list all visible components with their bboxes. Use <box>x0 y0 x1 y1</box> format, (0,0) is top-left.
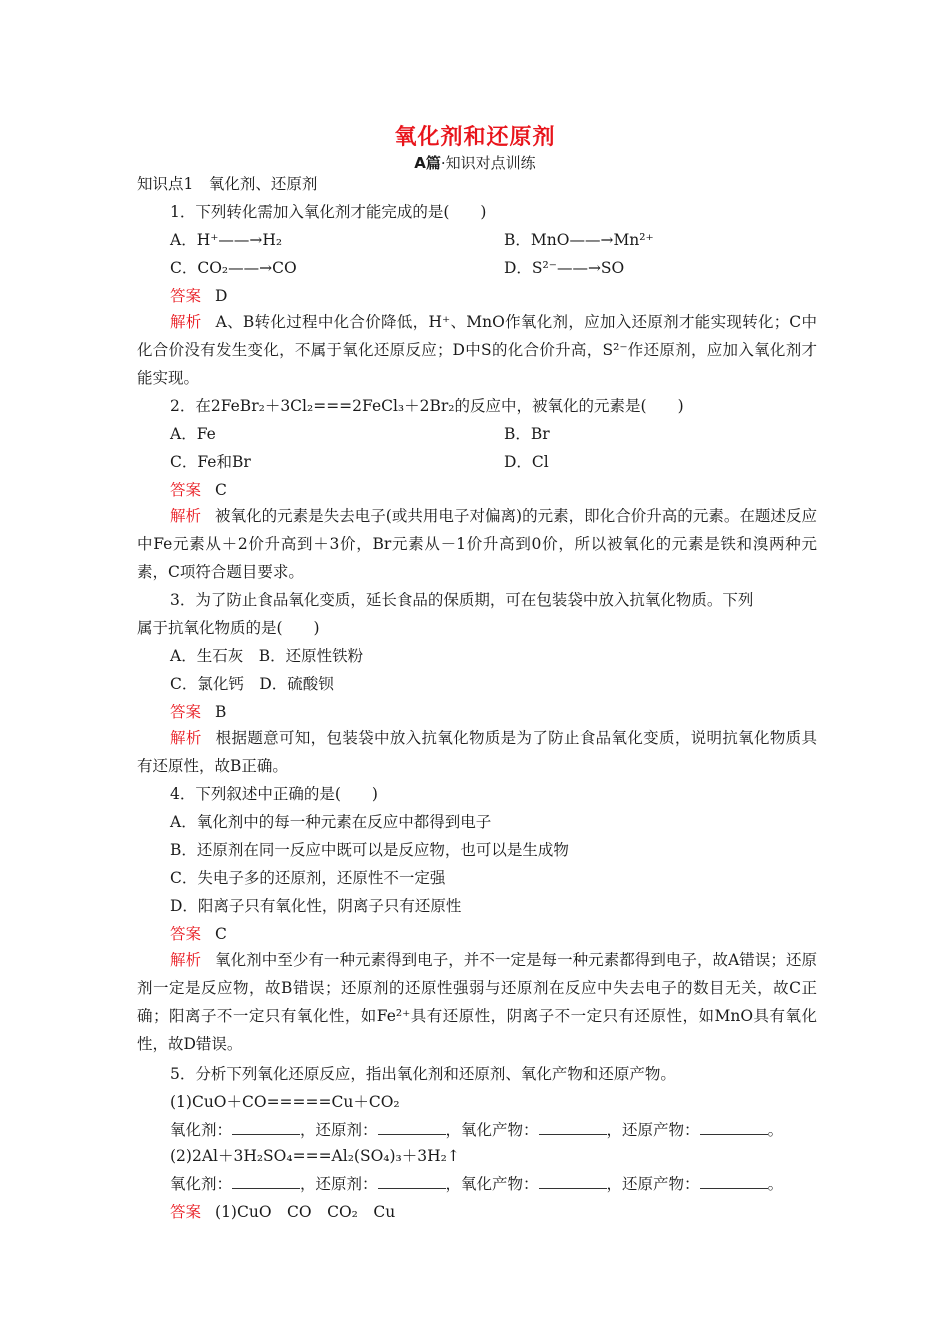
answer-blank[interactable] <box>232 1174 300 1189</box>
q3-options-cd: C．氯化钙 D．硫酸钡 <box>170 675 334 693</box>
q1-stem: 1．下列转化需加入氧化剂才能完成的是( ) <box>170 203 487 221</box>
q1-option-a: A．H⁺——→H₂ <box>170 231 283 249</box>
fill-end: 。 <box>767 1175 784 1193</box>
answer-blank[interactable] <box>378 1120 446 1135</box>
analysis-label: 解析 <box>170 507 202 525</box>
q2-stem: 2．在2FeBr₂＋3Cl₂===2FeCl₃＋2Br₂的反应中，被氧化的元素是( ) <box>170 397 684 415</box>
answer-label: 答案 <box>170 481 202 499</box>
answer-blank[interactable] <box>700 1174 768 1189</box>
answer-label: 答案 <box>170 925 202 943</box>
q1-analysis <box>137 308 817 392</box>
answer-label: 答案 <box>170 287 202 305</box>
answer-label: 答案 <box>170 703 202 721</box>
fill-label-red-product: ，还原产物： <box>606 1121 700 1139</box>
q2-answer-value: C <box>215 481 227 499</box>
q2-analysis <box>137 502 817 586</box>
fill-label-reductant: ，还原剂： <box>300 1175 378 1193</box>
q5-fill-line-1 <box>170 1120 850 1140</box>
q1-option-d: D．S²⁻——→SO <box>504 259 625 277</box>
q5-fill-line-2 <box>170 1174 850 1194</box>
section-heading: 知识点1 氧化剂、还原剂 <box>137 175 318 193</box>
q3-answer-value: B <box>215 703 227 721</box>
q5-reaction-2: (2)2Al＋3H₂SO₄===Al₂(SO₄)₃＋3H₂↑ <box>170 1147 460 1165</box>
q2-answer <box>170 480 850 500</box>
q1-answer-value: D <box>215 287 228 305</box>
answer-blank[interactable] <box>539 1174 607 1189</box>
q5-answer <box>170 1202 850 1222</box>
q4-analysis <box>137 946 817 1058</box>
fill-end: 。 <box>767 1121 784 1139</box>
fill-label-ox-product: ，氧化产物： <box>445 1175 539 1193</box>
q3-analysis-text: 根据题意可知，包装袋中放入抗氧化物质是为了防止食品氧化变质，说明抗氧化物质具有还原性，故B正确。 <box>137 729 817 775</box>
q3-analysis <box>137 724 817 780</box>
q4-option-d: D．阳离子只有氧化性，阴离子只有还原性 <box>170 897 462 915</box>
analysis-label: 解析 <box>170 729 202 747</box>
q1-answer <box>170 286 850 306</box>
q2-analysis-text: 被氧化的元素是失去电子(或共用电子对偏离)的元素，即化合价升高的元素。在题述反应中Fe元素从＋2价升高到＋3价，Br元素从－1价升高到0价，所以被氧化的元素是铁和溴两种元素，C项符合题目要求。 <box>137 507 817 581</box>
q2-option-c: C．Fe和Br <box>170 453 251 471</box>
q5-reaction-1: (1)CuO＋CO=====Cu＋CO₂ <box>170 1093 400 1111</box>
q4-option-b: B．还原剂在同一反应中既可以是反应物，也可以是生成物 <box>170 841 569 859</box>
analysis-label: 解析 <box>170 313 202 331</box>
q2-option-a: A．Fe <box>170 425 216 443</box>
page-subtitle <box>0 152 950 173</box>
q1-analysis-text: A、B转化过程中化合价降低，H⁺、MnO作氧化剂，应加入还原剂才能实现转化；C中化合价没有发生变化，不属于氧化还原反应；D中S的化合价升高，S²⁻作还原剂，应加入氧化剂才能实现。 <box>137 313 817 387</box>
fill-label-oxidant: 氧化剂： <box>170 1121 233 1139</box>
answer-blank[interactable] <box>378 1174 446 1189</box>
fill-label-ox-product: ，氧化产物： <box>445 1121 539 1139</box>
q2-option-d: D．Cl <box>504 453 549 471</box>
q4-answer <box>170 924 850 944</box>
q2-option-b: B．Br <box>504 425 550 443</box>
q4-answer-value: C <box>215 925 227 943</box>
analysis-label: 解析 <box>170 951 202 969</box>
q3-options-ab: A．生石灰 B．还原性铁粉 <box>170 647 364 665</box>
subtitle-part: A篇 <box>414 154 441 172</box>
q4-stem: 4．下列叙述中正确的是( ) <box>170 785 378 803</box>
q3-stem-line1: 3．为了防止食品氧化变质，延长食品的保质期，可在包装袋中放入抗氧化物质。下列 <box>170 591 754 609</box>
q4-option-c: C．失电子多的还原剂，还原性不一定强 <box>170 869 446 887</box>
page-title: 氧化剂和还原剂 <box>394 125 556 150</box>
q1-option-c: C．CO₂——→CO <box>170 259 297 277</box>
fill-label-red-product: ，还原产物： <box>606 1175 700 1193</box>
q5-answer-value: (1)CuO CO CO₂ Cu <box>215 1203 396 1221</box>
answer-blank[interactable] <box>700 1120 768 1135</box>
answer-label: 答案 <box>170 1203 202 1221</box>
q3-stem-line2: 属于抗氧化物质的是( ) <box>137 619 320 637</box>
q4-option-a: A．氧化剂中的每一种元素在反应中都得到电子 <box>170 813 492 831</box>
subtitle-text: ·知识对点训练 <box>440 154 536 172</box>
fill-label-reductant: ，还原剂： <box>300 1121 378 1139</box>
answer-blank[interactable] <box>232 1120 300 1135</box>
answer-blank[interactable] <box>539 1120 607 1135</box>
fill-label-oxidant: 氧化剂： <box>170 1175 233 1193</box>
q3-answer <box>170 702 850 722</box>
q5-stem: 5．分析下列氧化还原反应，指出氧化剂和还原剂、氧化产物和还原产物。 <box>170 1065 676 1083</box>
q1-option-b: B．MnO——→Mn²⁺ <box>504 231 654 249</box>
q4-analysis-text: 氧化剂中至少有一种元素得到电子，并不一定是每一种元素都得到电子，故A错误；还原剂一定是反应物，故B错误；还原剂的还原性强弱与还原剂在反应中失去电子的数目无关，故C正确；阳离子不一定只有氧化性，如Fe²⁺具有还原性，阴离子不一定只有还原性，如MnO具有氧化性，故D错误。 <box>137 951 817 1053</box>
